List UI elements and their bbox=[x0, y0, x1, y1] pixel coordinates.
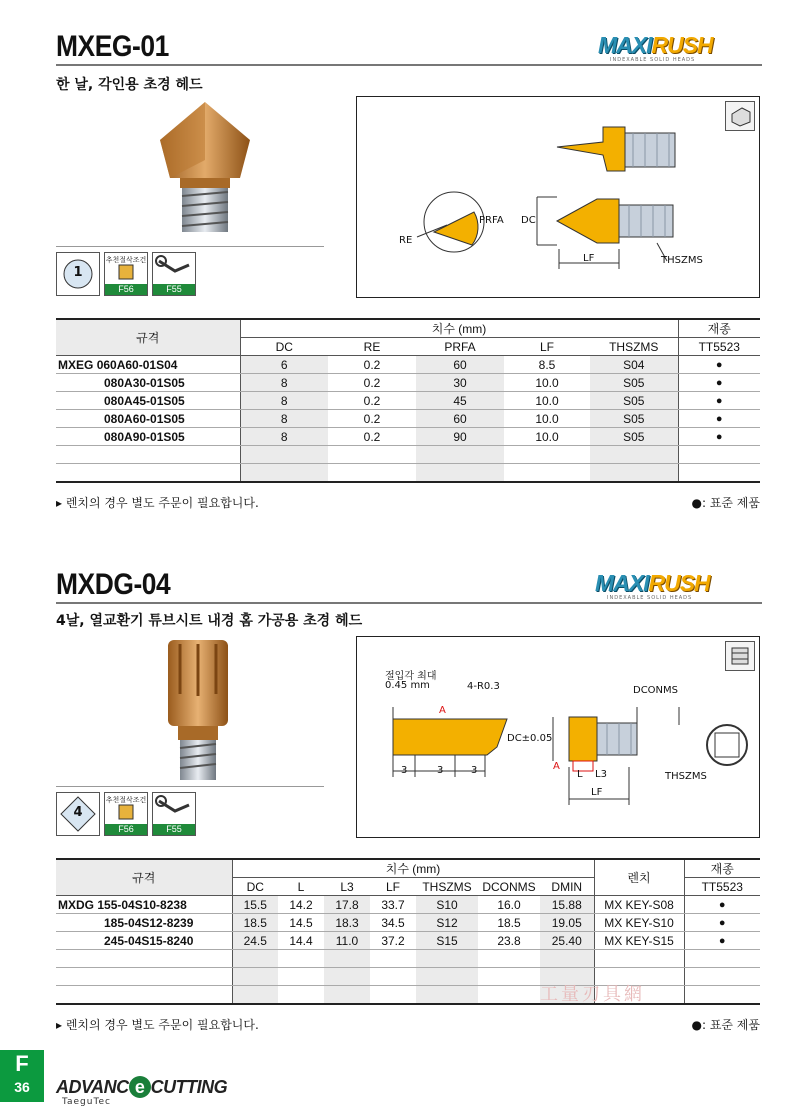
label-l: L bbox=[577, 769, 583, 780]
maxirush-logo bbox=[585, 570, 760, 604]
label-thszms: THSZMS bbox=[665, 771, 707, 782]
wrench-note: ▸ 렌치의 경우 별도 주문이 필요합니다. bbox=[56, 1018, 259, 1032]
brand-logo bbox=[56, 1076, 227, 1098]
col-header: RE bbox=[328, 338, 416, 356]
cell-thszms: S05 bbox=[590, 392, 678, 410]
stock-dot: ● bbox=[678, 356, 760, 374]
table-row bbox=[56, 428, 760, 446]
legend: ●: 표준 제품 bbox=[691, 1018, 760, 1032]
legend: ●: 표준 제품 bbox=[691, 496, 760, 510]
label-prfa: PRFA bbox=[479, 215, 504, 226]
cell-lf: 33.7 bbox=[370, 896, 416, 914]
cell-l: 14.5 bbox=[278, 914, 324, 932]
stock-dot: ● bbox=[684, 932, 760, 950]
stock-dot: ● bbox=[684, 896, 760, 914]
label-a: A bbox=[553, 761, 560, 772]
cell-thszms: S05 bbox=[590, 374, 678, 392]
brand-e: e bbox=[129, 1076, 151, 1098]
label-dconms: DCONMS bbox=[633, 685, 679, 696]
spec-table bbox=[56, 858, 760, 1005]
photo-divider bbox=[56, 246, 324, 247]
product-photo bbox=[150, 100, 260, 240]
cell-lf: 8.5 bbox=[504, 356, 590, 374]
grade-header: 재종 bbox=[684, 859, 760, 878]
cell-l: 14.4 bbox=[278, 932, 324, 950]
table-row-empty bbox=[56, 950, 760, 968]
title-rule bbox=[56, 602, 762, 604]
wrench-page: F55 bbox=[153, 284, 195, 295]
cell-wrench: MX KEY-S10 bbox=[594, 914, 684, 932]
col-header: L bbox=[278, 878, 324, 896]
flute-count-icon bbox=[56, 252, 100, 296]
page-number: 36 bbox=[14, 1079, 30, 1095]
cell-l3: 11.0 bbox=[324, 932, 370, 950]
brand-sub: TaeguTec bbox=[62, 1097, 111, 1107]
dim-3: 3 bbox=[437, 765, 444, 776]
logo-maxi: MAXI bbox=[595, 570, 649, 596]
title-rule bbox=[56, 64, 762, 66]
table-row bbox=[56, 932, 760, 950]
table-row bbox=[56, 896, 760, 914]
cutting-condition-page: F56 bbox=[105, 824, 147, 835]
col-header: L3 bbox=[324, 878, 370, 896]
label-dc: DC bbox=[521, 215, 536, 226]
wrench-note: ▸ 렌치의 경우 별도 주문이 필요합니다. bbox=[56, 496, 259, 510]
section-subtitle: 한 날, 각인용 초경 헤드 bbox=[56, 77, 203, 93]
cutting-condition-label: 추천절삭조건 bbox=[105, 796, 147, 804]
grade-name: TT5523 bbox=[684, 878, 760, 896]
table-row-empty bbox=[56, 446, 760, 464]
cell-l3: 18.3 bbox=[324, 914, 370, 932]
dims-header: 치수 (mm) bbox=[232, 859, 594, 878]
table-row bbox=[56, 392, 760, 410]
cell-lf: 10.0 bbox=[504, 392, 590, 410]
col-header: DMIN bbox=[540, 878, 594, 896]
designation: 060A60-01S04 bbox=[96, 357, 178, 372]
col-header: LF bbox=[504, 338, 590, 356]
cell-thszms: S04 bbox=[590, 356, 678, 374]
cell-re: 0.2 bbox=[328, 428, 416, 446]
dim-3: 3 bbox=[471, 765, 478, 776]
cell-re: 0.2 bbox=[328, 392, 416, 410]
cell-l: 14.2 bbox=[278, 896, 324, 914]
cell-lf: 10.0 bbox=[504, 410, 590, 428]
col-header: DC bbox=[240, 338, 328, 356]
table-row-empty bbox=[56, 464, 760, 482]
col-header: DCONMS bbox=[478, 878, 540, 896]
cell-prfa: 60 bbox=[416, 356, 504, 374]
stock-dot: ● bbox=[678, 410, 760, 428]
dimension-diagram bbox=[356, 636, 760, 838]
cell-lf: 34.5 bbox=[370, 914, 416, 932]
section-subtitle: 4날, 열교환기 튜브시트 내경 홈 가공용 초경 헤드 bbox=[56, 613, 363, 629]
cell-re: 0.2 bbox=[328, 356, 416, 374]
cell-prfa: 30 bbox=[416, 374, 504, 392]
cell-dc: 6 bbox=[240, 356, 328, 374]
cell-thszms: S05 bbox=[590, 410, 678, 428]
cell-dconms: 23.8 bbox=[478, 932, 540, 950]
cell-re: 0.2 bbox=[328, 374, 416, 392]
cutting-condition-page: F56 bbox=[105, 284, 147, 295]
cell-lf: 10.0 bbox=[504, 428, 590, 446]
watermark: 工量刃具網 bbox=[540, 984, 645, 1005]
table-row bbox=[56, 410, 760, 428]
spec-header: 규격 bbox=[56, 859, 232, 896]
cell-dmin: 19.05 bbox=[540, 914, 594, 932]
designation: 185-04S12-8239 bbox=[56, 914, 232, 932]
cell-dc: 8 bbox=[240, 410, 328, 428]
cell-wrench: MX KEY-S08 bbox=[594, 896, 684, 914]
brand-text-b: CUTTING bbox=[150, 1077, 228, 1097]
label-dc: DC±0.05 bbox=[507, 733, 553, 744]
designation: 080A90-01S05 bbox=[56, 428, 240, 446]
label-thszms: THSZMS bbox=[661, 255, 703, 266]
cell-l3: 17.8 bbox=[324, 896, 370, 914]
col-header: THSZMS bbox=[416, 878, 478, 896]
wrench-note-text: 렌치의 경우 별도 주문이 필요합니다. bbox=[65, 496, 259, 510]
cell-dconms: 18.5 bbox=[478, 914, 540, 932]
cutting-condition-label: 추천절삭조건 bbox=[105, 256, 147, 264]
spec-header: 규격 bbox=[56, 319, 240, 356]
dimension-diagram bbox=[356, 96, 760, 298]
cell-wrench: MX KEY-S15 bbox=[594, 932, 684, 950]
label-lf: LF bbox=[591, 787, 603, 798]
cell-dconms: 16.0 bbox=[478, 896, 540, 914]
wrench-icon bbox=[153, 793, 195, 825]
wrench-page: F55 bbox=[153, 824, 195, 835]
cell-thszms: S15 bbox=[416, 932, 478, 950]
col-header: THSZMS bbox=[590, 338, 678, 356]
product-photo bbox=[150, 634, 250, 784]
dim-3: 3 bbox=[401, 765, 408, 776]
wrench-note-text: 렌치의 경우 별도 주문이 필요합니다. bbox=[65, 1018, 259, 1032]
label-max-angle-val: 0.45 mm bbox=[385, 680, 430, 691]
designation: 080A30-01S05 bbox=[56, 374, 240, 392]
logo-tag: INDEXABLE SOLID HEADS bbox=[607, 595, 693, 601]
flute-count: 1 bbox=[73, 265, 83, 280]
label-a: A bbox=[439, 705, 446, 716]
table-row bbox=[56, 914, 760, 932]
wrench-link[interactable] bbox=[152, 792, 196, 836]
logo-rush: RUSH bbox=[651, 32, 713, 58]
section-title: MXDG-04 bbox=[56, 568, 171, 601]
designation: 080A45-01S05 bbox=[56, 392, 240, 410]
cell-dc: 18.5 bbox=[232, 914, 278, 932]
flute-count-icon bbox=[56, 792, 100, 836]
brand-text-a: ADVANC bbox=[56, 1077, 129, 1097]
cell-dc: 8 bbox=[240, 392, 328, 410]
section-letter: F bbox=[15, 1051, 29, 1076]
logo-rush: RUSH bbox=[648, 570, 710, 596]
table-row-empty bbox=[56, 968, 760, 986]
table-row bbox=[56, 374, 760, 392]
page-tab bbox=[0, 1050, 44, 1102]
cell-thszms: S12 bbox=[416, 914, 478, 932]
label-l3: L3 bbox=[595, 769, 607, 780]
label-lf: LF bbox=[583, 253, 595, 264]
cell-thszms: S05 bbox=[590, 428, 678, 446]
stock-dot: ● bbox=[678, 392, 760, 410]
cell-prfa: 45 bbox=[416, 392, 504, 410]
designation: 155-04S10-8238 bbox=[97, 897, 187, 912]
grade-header: 재종 bbox=[678, 319, 760, 338]
label-radius: 4-R0.3 bbox=[467, 681, 500, 692]
cutting-condition-link[interactable] bbox=[104, 252, 148, 296]
table-row bbox=[56, 356, 760, 374]
cutting-condition-link[interactable] bbox=[104, 792, 148, 836]
cell-dc: 15.5 bbox=[232, 896, 278, 914]
wrench-link[interactable] bbox=[152, 252, 196, 296]
cell-dc: 8 bbox=[240, 374, 328, 392]
spec-table bbox=[56, 318, 760, 483]
cell-lf: 37.2 bbox=[370, 932, 416, 950]
cell-dc: 8 bbox=[240, 428, 328, 446]
series-prefix: MXDG bbox=[58, 897, 94, 912]
cell-dc: 24.5 bbox=[232, 932, 278, 950]
designation: 080A60-01S05 bbox=[56, 410, 240, 428]
logo-maxi: MAXI bbox=[598, 32, 652, 58]
cell-dmin: 15.88 bbox=[540, 896, 594, 914]
label-re: RE bbox=[399, 235, 413, 246]
wrench-icon bbox=[153, 253, 195, 285]
cell-dmin: 25.40 bbox=[540, 932, 594, 950]
label-max-angle: 절입각 최대 bbox=[385, 671, 437, 682]
section-title: MXEG-01 bbox=[56, 30, 169, 63]
col-header: PRFA bbox=[416, 338, 504, 356]
cell-prfa: 60 bbox=[416, 410, 504, 428]
grade-name: TT5523 bbox=[678, 338, 760, 356]
cell-lf: 10.0 bbox=[504, 374, 590, 392]
series-prefix: MXEG bbox=[58, 357, 94, 372]
flute-count: 4 bbox=[73, 805, 83, 820]
dims-header: 치수 (mm) bbox=[240, 319, 678, 338]
stock-dot: ● bbox=[684, 914, 760, 932]
wrench-header: 렌치 bbox=[594, 859, 684, 896]
cell-re: 0.2 bbox=[328, 410, 416, 428]
cell-prfa: 90 bbox=[416, 428, 504, 446]
cell-thszms: S10 bbox=[416, 896, 478, 914]
photo-divider bbox=[56, 786, 324, 787]
logo-tag: INDEXABLE SOLID HEADS bbox=[610, 57, 696, 63]
stock-dot: ● bbox=[678, 428, 760, 446]
designation: 245-04S15-8240 bbox=[56, 932, 232, 950]
col-header: DC bbox=[232, 878, 278, 896]
stock-dot: ● bbox=[678, 374, 760, 392]
col-header: LF bbox=[370, 878, 416, 896]
table-row-empty bbox=[56, 986, 760, 1004]
maxirush-logo bbox=[588, 32, 763, 66]
